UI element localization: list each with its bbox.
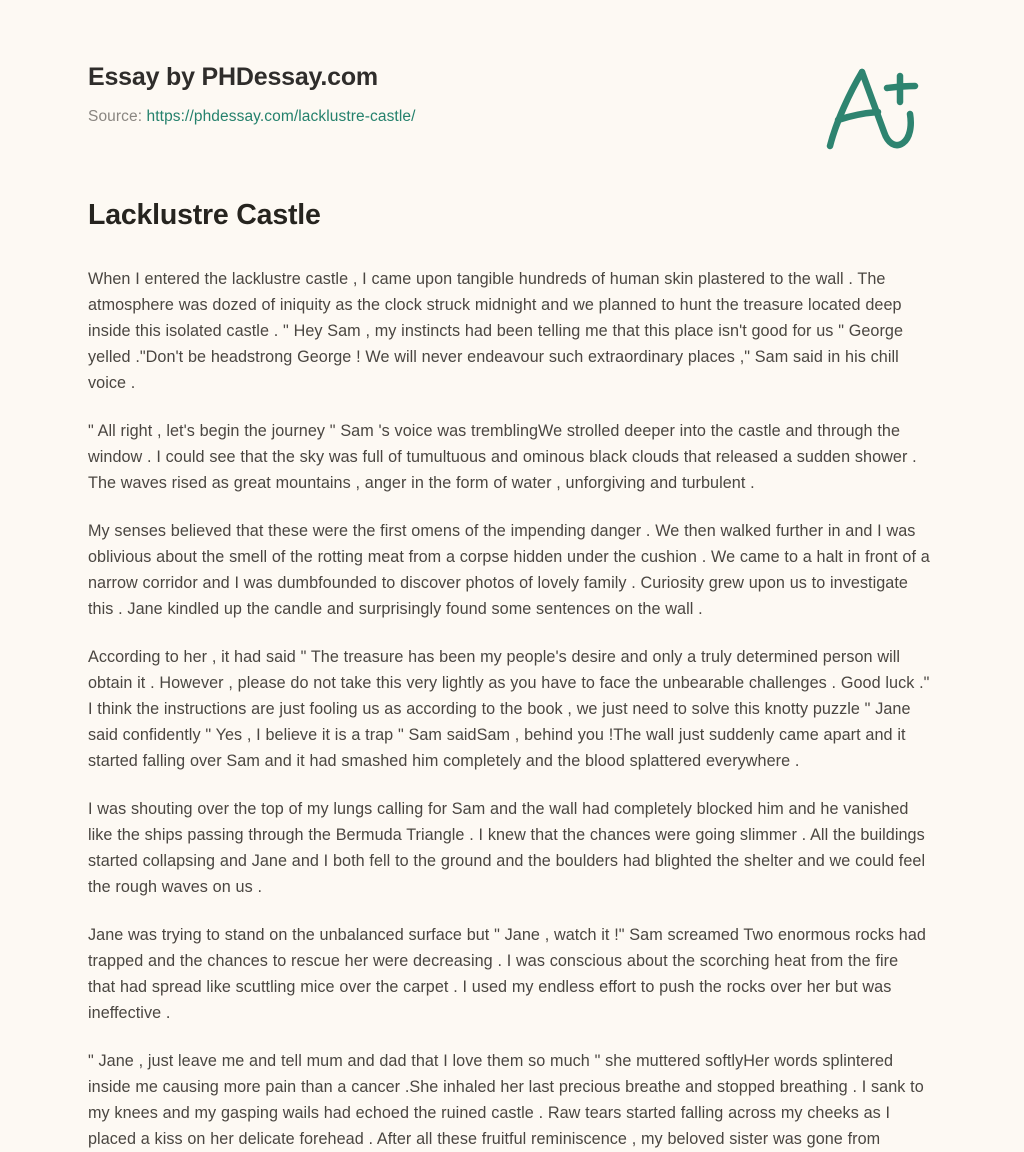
- source-line: [88, 108, 936, 126]
- essay-paragraph: Jane was trying to stand on the unbalanced surface but " Jane , watch it !" Sam screamed Two enormous rocks had trapped and the chances to rescue her were decreasing . I was conscious about the scorching heat from the fire that had spread like scuttling mice over the carpet . I used my endless effort to push the rocks over her but was ineffective .: [88, 925, 926, 1022]
- essay-paragraph: I was shouting over the top of my lungs calling for Sam and the wall had completely blocked him and he vanished like the ships passing through the Bermuda Triangle . I knew that the chances were going slimmer . All the buildings started collapsing and Jane and I both fell to the ground and the boulders had blighted the shelter and we could feel the rough waves on us .: [88, 799, 926, 896]
- page-title: Lacklustre Castle: [88, 199, 321, 231]
- essay-paragraph: When I entered the lacklustre castle , I came upon tangible hundreds of human skin plastered to the wall . The atmosphere was dozed of iniquity as the clock struck midnight and we planned to hunt the treasure located deep inside this isolated castle . " Hey Sam , my instincts had been telling me that this place isn't good for us " George yelled ."Don't be headstrong George ! We will never endeavour such extraordinary places ," Sam said in his chill voice .: [88, 269, 904, 392]
- brand-title: Essay by PHDessay.com: [88, 63, 378, 91]
- essay-paragraph: According to her , it had said " The treasure has been my people's desire and only a truly determined person will obtain it . However , please do not take this very lightly as you have to face the unbearable challenges . Good luck ." I think the instructions are just fooling us as according to the book , we just need to solve this knotty puzzle " Jane said confidently " Yes , I believe it is a trap " Sam saidSam , behind you !The wall just suddenly came apart and it started falling over Sam and it had smashed him completely and the blood splattered everywhere .: [88, 647, 930, 770]
- source-url-link[interactable]: https://phdessay.com/lacklustre-castle/: [146, 108, 416, 125]
- essay-paragraph: My senses believed that these were the first omens of the impending danger . We then walked further in and I was oblivious about the smell of the rotting meat from a corpse hidden under the cushion . We came to a halt in front of a narrow corridor and I was dumbfounded to discover photos of lovely family . Curiosity grew upon us to investigate this . Jane kindled up the candle and surprisingly found some sentences on the wall .: [88, 521, 930, 618]
- essay-paragraph: " Jane , just leave me and tell mum and dad that I love them so much " she muttered softlyHer words splintered inside me causing more pain than a cancer .She inhaled her last precious breathe and stopped breathing . I sank to my knees and my gasping wails had echoed the ruined castle . Raw tears started falling across my cheeks as I placed a kiss on her delicate forehead . After all these fruitful reminiscence , my beloved sister was gone from: [88, 1051, 924, 1148]
- aplus-logo-icon: [816, 58, 936, 154]
- source-label: Source:: [88, 108, 143, 125]
- essay-paragraph: " All right , let's begin the journey " Sam 's voice was tremblingWe strolled deeper into the castle and through the window . I could see that the sky was full of tumultuous and ominous black clouds that released a sudden shower . The waves rised as great mountains , anger in the form of water , unforgiving and turbulent .: [88, 421, 917, 492]
- essay-body: [88, 234, 930, 1152]
- page-header: [88, 0, 936, 126]
